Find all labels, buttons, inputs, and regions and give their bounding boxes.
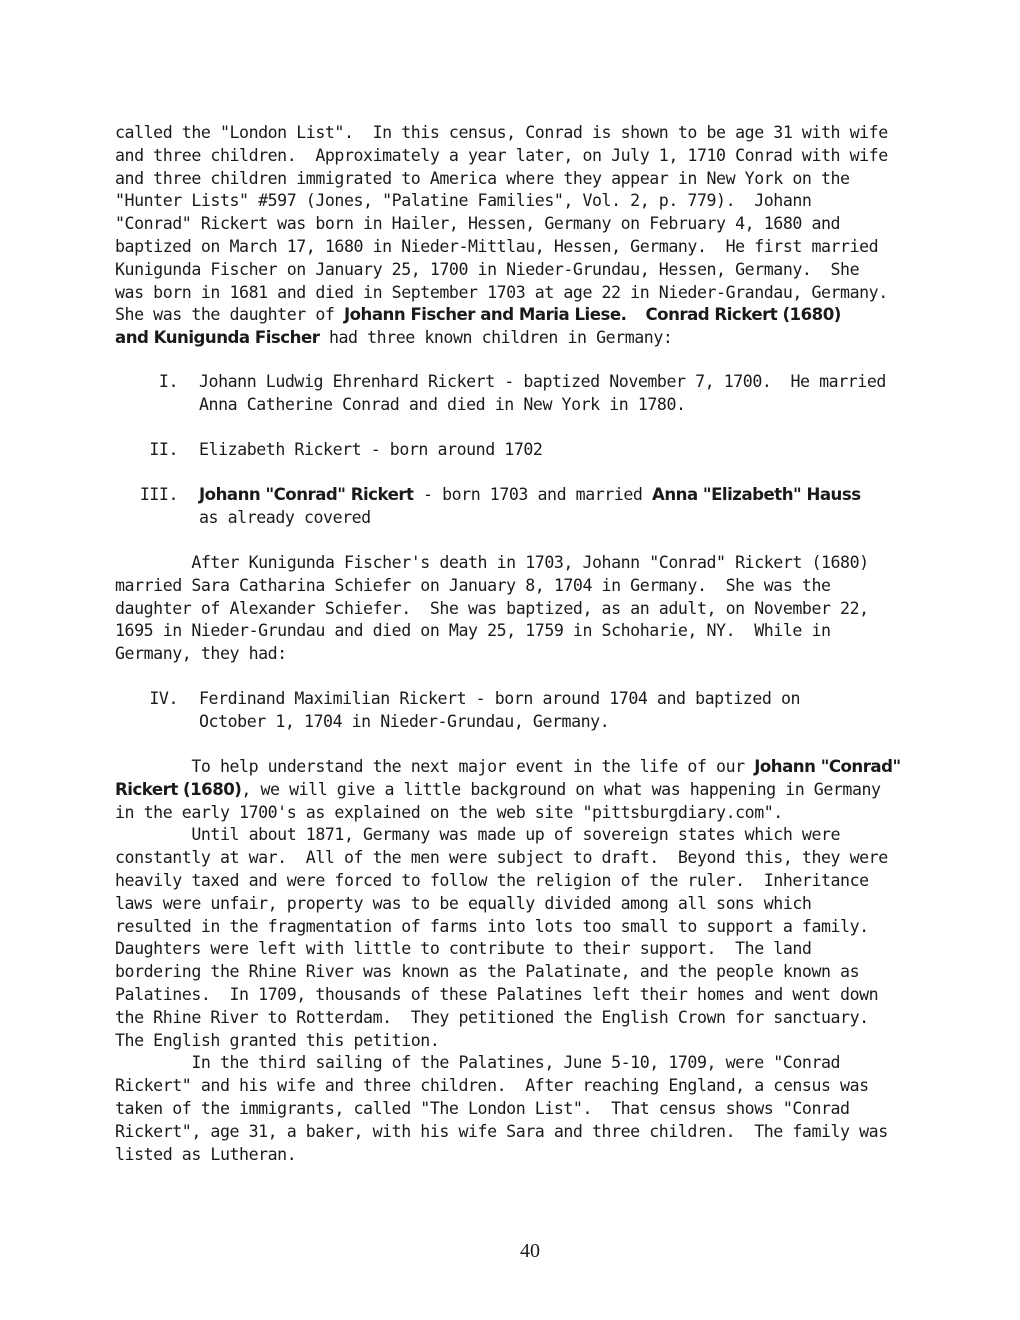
text-span: and three children immigrated to America where they appear in New York on the bbox=[115, 168, 850, 188]
text-line bbox=[115, 213, 888, 236]
text-span: resulted in the fragmentation of farms into lots too small to support a family. bbox=[115, 916, 869, 936]
text-line bbox=[115, 190, 888, 213]
text-span: Johann Ludwig Ehrenhard Rickert - baptized November 7, 1700. He married bbox=[199, 372, 886, 391]
text-line bbox=[199, 371, 886, 394]
text-span: Ferdinand Maximilian Rickert - born around 1704 and baptized on bbox=[199, 689, 801, 708]
bold-text: Johann "Conrad" bbox=[754, 757, 901, 776]
text-span: daughter of Alexander Schiefer. She was baptized, as an adult, on November 22, bbox=[115, 598, 869, 618]
text-line bbox=[199, 507, 861, 530]
text-line bbox=[115, 1052, 901, 1075]
text-span bbox=[626, 305, 645, 324]
text-line bbox=[115, 1121, 901, 1144]
paragraph-census-and-first-marriage bbox=[115, 122, 888, 350]
text-span: 1695 in Nieder-Grundau and died on May 25, 1759 in Schoharie, NY. While in bbox=[115, 621, 831, 641]
text-line bbox=[115, 145, 888, 168]
bold-text: Johann Fischer and Maria Liese. bbox=[343, 305, 627, 325]
text-line bbox=[115, 168, 888, 191]
text-span: "Conrad" Rickert was born in Hailer, Hessen, Germany on February 4, 1680 and bbox=[115, 214, 841, 234]
text-line bbox=[199, 688, 800, 711]
text-line bbox=[115, 916, 901, 939]
text-span: taken of the immigrants, called "The London List". That census shows "Conrad bbox=[115, 1098, 850, 1118]
text-line bbox=[115, 122, 888, 145]
text-span: constantly at war. All of the men were subject to draft. Beyond this, they were bbox=[115, 848, 888, 868]
text-span: Elizabeth Rickert - born around 1702 bbox=[199, 440, 543, 459]
text-span: , we will give a little background on what was happening in Germany bbox=[241, 779, 881, 799]
text-span: and three children. Approximately a year later, on July 1, 1710 Conrad with wife bbox=[115, 145, 888, 165]
text-span: - born 1703 and married bbox=[413, 485, 652, 504]
text-span: baptized on March 17, 1680 in Nieder-Mittlau, Hessen, Germany. He first married bbox=[115, 236, 879, 256]
text-line bbox=[115, 327, 888, 350]
bold-text: Anna "Elizabeth" Hauss bbox=[651, 485, 861, 504]
text-line bbox=[115, 984, 901, 1007]
text-line bbox=[115, 282, 888, 305]
text-span: To help understand the next major event in the life of our bbox=[115, 757, 755, 776]
list-item-text bbox=[199, 484, 861, 530]
text-span: the Rhine River to Rotterdam. They petitioned the English Crown for sanctuary. bbox=[115, 1007, 869, 1027]
text-span: Rickert", age 31, a baker, with his wife Sara and three children. The family was bbox=[115, 1121, 888, 1141]
list-item-text bbox=[199, 371, 886, 417]
text-span: was born in 1681 and died in September 1703 at age 22 in Nieder-Grandau, Germany. bbox=[115, 282, 888, 302]
text-span: After Kunigunda Fischer's death in 1703, Johann "Conrad" Rickert (1680) bbox=[115, 553, 869, 572]
text-line bbox=[115, 598, 869, 621]
list-numeral: I. bbox=[158, 372, 178, 391]
text-line bbox=[115, 847, 901, 870]
text-line bbox=[199, 484, 861, 507]
text-span: Rickert" and his wife and three children. After reaching England, a census was bbox=[115, 1076, 869, 1096]
list-item-text bbox=[199, 688, 800, 734]
text-span: Daughters were left with little to contribute to their support. The land bbox=[115, 939, 812, 959]
text-line bbox=[115, 893, 901, 916]
text-span: as already covered bbox=[199, 507, 371, 527]
bold-text: Conrad Rickert (1680) bbox=[645, 305, 841, 325]
text-span: Germany, they had: bbox=[115, 644, 287, 664]
bold-text: Rickert (1680) bbox=[115, 779, 242, 799]
list-numeral: III. bbox=[139, 485, 178, 504]
text-line bbox=[115, 756, 901, 779]
text-line bbox=[115, 938, 901, 961]
text-line bbox=[115, 1007, 901, 1030]
text-line bbox=[115, 575, 869, 598]
text-span: "Hunter Lists" #597 (Jones, "Palatine Families", Vol. 2, p. 779). Johann bbox=[115, 191, 812, 211]
text-line bbox=[115, 552, 869, 575]
paragraph-palatine-background bbox=[115, 756, 901, 1166]
bold-text: and Kunigunda Fischer bbox=[115, 328, 320, 348]
text-span: In the third sailing of the Palatines, June 5-10, 1709, were "Conrad bbox=[115, 1053, 841, 1073]
bold-text: Johann "Conrad" Rickert bbox=[199, 485, 414, 504]
text-span: Palatines. In 1709, thousands of these Palatines left their homes and went down bbox=[115, 984, 879, 1004]
text-span: called the "London List". In this census, Conrad is shown to be age 31 with wife bbox=[115, 123, 888, 142]
text-span: Anna Catherine Conrad and died in New York in 1780. bbox=[199, 394, 686, 414]
text-line bbox=[115, 304, 888, 327]
list-item-text bbox=[199, 439, 542, 462]
text-line bbox=[115, 779, 901, 802]
text-span: heavily taxed and were forced to follow the religion of the ruler. Inheritance bbox=[115, 870, 869, 890]
text-span: had three known children in Germany: bbox=[319, 328, 673, 348]
text-line bbox=[199, 711, 800, 734]
text-line bbox=[199, 439, 542, 462]
text-line bbox=[115, 1075, 901, 1098]
text-line bbox=[199, 394, 886, 417]
text-line bbox=[115, 870, 901, 893]
text-span: Until about 1871, Germany was made up of sovereign states which were bbox=[115, 825, 841, 845]
paragraph-second-marriage bbox=[115, 552, 869, 666]
text-line bbox=[115, 824, 901, 847]
text-span: in the early 1700's as explained on the web site "pittsburgdiary.com". bbox=[115, 802, 783, 822]
text-line bbox=[115, 1030, 901, 1053]
text-line bbox=[115, 259, 888, 282]
text-span: The English granted this petition. bbox=[115, 1030, 440, 1050]
text-span: bordering the Rhine River was known as the Palatinate, and the people known as bbox=[115, 962, 860, 982]
text-span: Kunigunda Fischer on January 25, 1700 in Nieder-Grundau, Hessen, Germany. She bbox=[115, 259, 860, 279]
text-line bbox=[115, 643, 869, 666]
list-numeral: II. bbox=[149, 440, 178, 459]
text-line bbox=[115, 1098, 901, 1121]
page-number: 40 bbox=[520, 1240, 540, 1262]
list-numeral: IV. bbox=[149, 689, 178, 708]
text-line bbox=[115, 236, 888, 259]
text-span: October 1, 1704 in Nieder-Grundau, Germany. bbox=[199, 711, 610, 731]
text-span: laws were unfair, property was to be equally divided among all sons which bbox=[115, 893, 812, 913]
text-span: She was the daughter of bbox=[115, 305, 344, 325]
text-line bbox=[115, 961, 901, 984]
text-line bbox=[115, 620, 869, 643]
text-span: married Sara Catharina Schiefer on January 8, 1704 in Germany. She was the bbox=[115, 575, 831, 595]
text-span: listed as Lutheran. bbox=[115, 1144, 297, 1164]
text-line bbox=[115, 1144, 901, 1167]
text-line bbox=[115, 802, 901, 825]
